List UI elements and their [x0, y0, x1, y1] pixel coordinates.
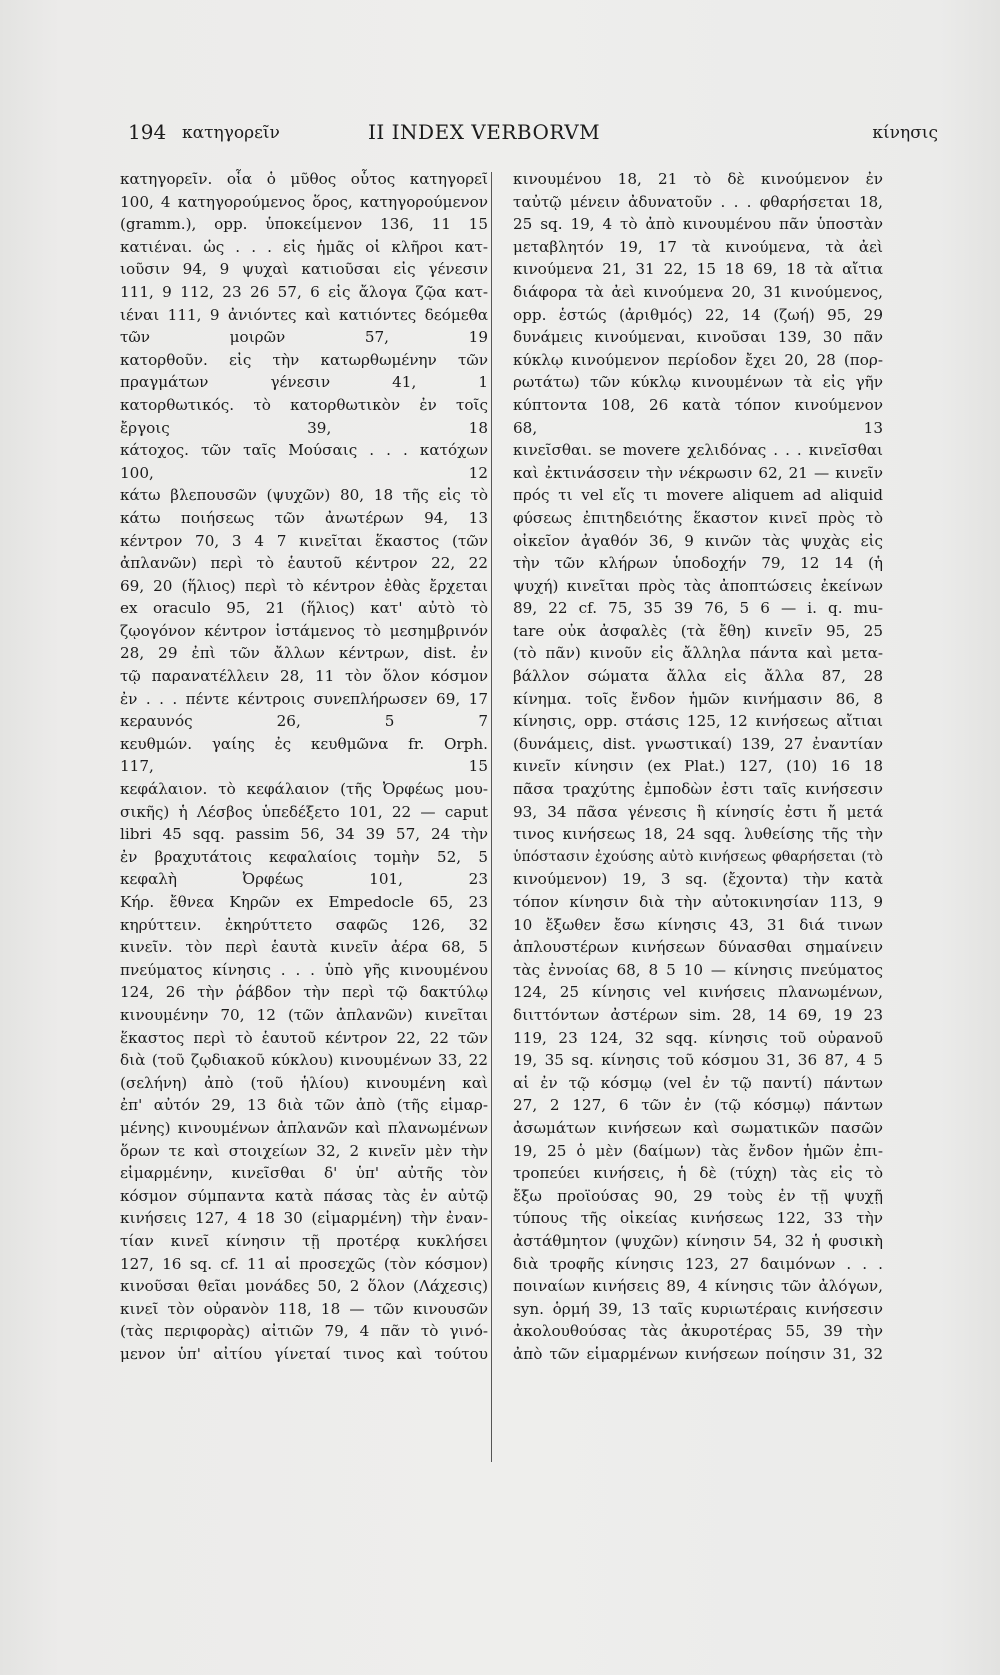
index-line: ἀπὸ τῶν εἱμαρμένων κινήσεων ποίησιν 31, 32 — [513, 1344, 883, 1363]
index-line: ἔργοις 39, 18 — [120, 418, 488, 437]
index-line: 117, 15 — [120, 757, 488, 776]
index-line: libri 45 sqq. passim 56, 34 39 57, 24 τὴν — [120, 825, 488, 844]
index-line: ζῳογόνον κέντρον ἱστάμενος τὸ μεσημβρινόν — [120, 621, 488, 640]
index-line: κεφάλαιον. τὸ κεφάλαιον (τῆς Ὀρφέως μου- — [120, 780, 488, 799]
index-line: 124, 25 κίνησις vel κινήσεις πλανωμένων, — [513, 983, 883, 1002]
index-line: ιοῦσιν 94, 9 ψυχαὶ κατιοῦσαι εἰς γένεσιν — [120, 260, 488, 279]
index-line: ἐν βραχυτάτοις κεφαλαίοις τομὴν 52, 5 — [120, 847, 488, 866]
index-line: 111, 9 112, 23 26 57, 6 εἰς ἄλογα ζῷα κατ- — [120, 282, 488, 301]
index-line: 19, 35 sq. κίνησις τοῦ κόσμου 31, 36 87, 4 5 — [513, 1051, 883, 1070]
index-line: 28, 29 ἐπὶ τῶν ἄλλων κέντρων, dist. ἐν — [120, 644, 488, 663]
index-line: κατορθοῦν. εἰς τὴν κατωρθωμένην τῶν — [120, 350, 488, 369]
index-line: opp. ἑστώς (ἀριθμός) 22, 14 (ζωή) 95, 29 — [513, 305, 883, 324]
header-first-entry: κατηγορεῖν — [182, 123, 280, 143]
index-line: τόπον κίνησιν διὰ τὴν αὐτοκινησίαν 113, 9 — [513, 893, 883, 911]
index-line: ἀπλανῶν) περὶ τὸ ἑαυτοῦ κέντρον 22, 22 — [120, 554, 488, 573]
index-line: ρωτάτω) τῶν κύκλῳ κινουμένων τὰ εἰς γῆν — [513, 373, 883, 392]
index-line: 89, 22 cf. 75, 35 39 76, 5 6 — i. q. mu- — [513, 599, 883, 618]
index-line: ὅρων τε καὶ στοιχείων 32, 2 κινεῖν μὲν τὴν — [120, 1141, 488, 1160]
index-line: τῷ παρανατέλλειν 28, 11 τὸν ὅλον κόσμον — [120, 667, 488, 686]
index-line: κάτω βλεπουσῶν (ψυχῶν) 80, 18 τῆς εἰς τὸ — [120, 486, 488, 505]
index-line: κινουμένην 70, 12 (τῶν ἀπλανῶν) κινεῖται — [120, 1005, 488, 1024]
index-line: οἰκεῖον ἀγαθόν 36, 9 κινῶν τὰς ψυχὰς εἰς — [513, 531, 883, 550]
index-line: ἕκαστος περὶ τὸ ἑαυτοῦ κέντρον 22, 22 τῶν — [120, 1028, 488, 1047]
index-line: μενον ὑπ' αἰτίου γίνεταί τινος καὶ τούτου — [120, 1344, 488, 1363]
page-number: 194 — [128, 120, 167, 144]
index-line: 10 ἔξωθεν ἔσω κίνησις 43, 31 διά τινων — [513, 915, 883, 934]
index-line: μένης) κινουμένων ἀπλανῶν καὶ πλανωμένων — [120, 1118, 488, 1137]
index-line: 19, 25 ὁ μὲν (δαίμων) τὰς ἔνδον ἡμῶν ἐπι- — [513, 1141, 883, 1160]
index-line: ποιναίων κινήσεις 89, 4 κίνησις τῶν ἀλόγων, — [513, 1277, 883, 1296]
index-line: κινουμένου 18, 21 τὸ δὲ κινούμενον ἐν — [513, 170, 883, 188]
index-line: κατηγορεῖν. οἷα ὁ μῦθος οὗτος κατηγορεῖ — [120, 170, 488, 188]
index-line: κινούμενα 21, 31 22, 15 18 69, 18 τὰ αἴτια — [513, 260, 883, 279]
index-line: (gramm.), opp. ὑποκείμενον 136, 11 15 — [120, 215, 488, 234]
index-line: αἱ ἐν τῷ κόσμῳ (vel ἐν τῷ παντί) πάντων — [513, 1073, 883, 1092]
running-header — [128, 120, 938, 150]
index-line: κευθμών. γαίης ἐς κευθμῶνα fr. Orph. — [120, 734, 488, 753]
index-line: ὑπόστασιν ἐχούσης αὐτὸ κινήσεως φθαρήσεται (τὸ — [513, 848, 883, 865]
index-line: ἐπ' αὐτόν 29, 13 διὰ τῶν ἀπὸ (τῆς εἱμαρ- — [120, 1096, 488, 1115]
index-line: κινήσεις 127, 4 18 30 (εἱμαρμένη) τὴν ἐναν- — [120, 1209, 488, 1228]
index-line: τροπεύει κινήσεις, ἡ δὲ (τύχη) τὰς εἰς τὸ — [513, 1164, 883, 1183]
index-line: πρός τι vel εἴς τι movere aliquem ad aliquid — [513, 486, 883, 505]
index-line: βάλλον σώματα ἄλλα εἰς ἄλλα 87, 28 — [513, 667, 883, 686]
index-line: 124, 26 τὴν ῥάβδον τὴν περὶ τῷ δακτύλῳ — [120, 983, 488, 1002]
left-column — [120, 168, 488, 1365]
index-line: κάτω ποιήσεως τῶν ἀνωτέρων 94, 13 — [120, 508, 488, 527]
index-line: 119, 23 124, 32 sqq. κίνησις τοῦ οὐρανοῦ — [513, 1028, 883, 1047]
header-last-entry: κίνησις — [872, 123, 938, 143]
index-line: διὰ τροφῆς κίνησις 123, 27 δαιμόνων . . . — [513, 1254, 883, 1273]
index-line: κέντρον 70, 3 4 7 κινεῖται ἕκαστος (τῶν — [120, 531, 488, 550]
column-divider — [491, 172, 492, 1462]
index-line: ταὐτῷ μένειν ἀδυνατοῦν . . . φθαρήσεται 18, — [513, 192, 883, 211]
index-line: τινος κινήσεως 18, 24 sqq. λυθείσης τῆς τὴν — [513, 825, 883, 844]
index-line: εἱμαρμένην, κινεῖσθαι δ' ὑπ' αὐτῆς τὸν — [120, 1164, 488, 1183]
index-line: κεραυνός 26, 5 7 — [120, 712, 488, 731]
index-line: ἀστάθμητον (ψυχῶν) κίνησιν 54, 32 ἡ φυσικὴ — [513, 1231, 883, 1250]
index-line: τὴν τῶν κλήρων ὑποδοχήν 79, 12 14 (ἡ — [513, 554, 883, 573]
index-line: σικῆς) ἡ Λέσβος ὑπεδέξετο 101, 22 — caput — [120, 802, 488, 821]
index-line: ιέναι 111, 9 ἀνιόντες καὶ κατιόντες δεόμεθα — [120, 305, 488, 324]
index-line: τύπους τῆς οἰκείας κινήσεως 122, 33 τὴν — [513, 1209, 883, 1228]
page-title: II INDEX VERBORVM — [368, 120, 601, 144]
index-line: διὰ (τοῦ ζῳδιακοῦ κύκλου) κινουμένων 33, 22 — [120, 1051, 488, 1070]
index-line: φύσεως ἐπιτηδειότης ἕκαστον κινεῖ πρὸς τὸ — [513, 508, 883, 527]
index-line: τῶν μοιρῶν 57, 19 — [120, 328, 488, 347]
index-line: tare οὐκ ἀσφαλὲς (τὰ ἔθη) κινεῖν 95, 25 — [513, 621, 883, 640]
index-line: κηρύττειν. ἐκηρύττετο σαφῶς 126, 32 — [120, 915, 488, 934]
index-line: διιττόντων ἀστέρων sim. 28, 14 69, 19 23 — [513, 1005, 883, 1024]
index-line: καὶ ἐκτινάσσειν τὴν νέκρωσιν 62, 21 — κινεῖν — [513, 463, 883, 482]
index-line: κύκλῳ κινούμενον περίοδον ἔχει 20, 28 (πορ- — [513, 350, 883, 369]
index-line: κινεῖν κίνησιν (ex Plat.) 127, (10) 16 18 — [513, 757, 883, 776]
index-line: 127, 16 sq. cf. 11 αἱ προσεχῶς (τὸν κόσμον) — [120, 1254, 488, 1273]
index-line: κινεῖ τὸν οὐρανὸν 118, 18 — τῶν κινουσῶν — [120, 1299, 488, 1318]
index-line: κύπτοντα 108, 26 κατὰ τόπον κινούμενον — [513, 395, 883, 414]
index-line: κατορθωτικός. τὸ κατορθωτικὸν ἐν τοῖς — [120, 395, 488, 414]
index-line: ἀπλουστέρων κινήσεων δύνασθαι σημαίνειν — [513, 938, 883, 957]
index-line: πραγμάτων γένεσιν 41, 1 — [120, 373, 488, 392]
index-line: 68, 13 — [513, 418, 883, 437]
index-line: τὰς ἐννοίας 68, 8 5 10 — κίνησις πνεύματος — [513, 960, 883, 979]
index-line: κόσμον σύμπαντα κατὰ πάσας τὰς ἐν αὐτῷ — [120, 1186, 488, 1205]
index-line: syn. ὁρμή 39, 13 ταῖς κυριωτέραις κινήσεσιν — [513, 1299, 883, 1318]
index-line: κινοῦσαι θεῖαι μονάδες 50, 2 ὅλον (Λάχεσις) — [120, 1277, 488, 1296]
index-line: κινεῖσθαι. se movere χελιδόνας . . . κινεῖσθαι — [513, 441, 883, 460]
index-line: πᾶσα τραχύτης ἐμποδὼν ἐστι ταῖς κινήσεσιν — [513, 780, 883, 799]
index-line: ἔξω προϊούσας 90, 29 τοὺς ἐν τῇ ψυχῇ — [513, 1186, 883, 1205]
index-line: κεφαλὴ Ὀρφέως 101, 23 — [120, 870, 488, 889]
index-line: 27, 2 127, 6 τῶν ἐν (τῷ κόσμῳ) πάντων — [513, 1096, 883, 1115]
index-line: 100, 4 κατηγορούμενος ὅρος, κατηγορούμενον — [120, 192, 488, 211]
index-line: κίνησις, opp. στάσις 125, 12 κινήσεως αἴτιαι — [513, 712, 883, 731]
index-line: κινεῖν. τὸν περὶ ἑαυτὰ κινεῖν ἀέρα 68, 5 — [120, 938, 488, 957]
index-line: ex oraculo 95, 21 (ἥλιος) κατ' αὐτὸ τὸ — [120, 599, 488, 618]
index-line: 93, 34 πᾶσα γένεσις ἢ κίνησίς ἐστι ἤ μετά — [513, 802, 883, 821]
index-line: (δυνάμεις, dist. γνωστικαί) 139, 27 ἐναντίαν — [513, 734, 883, 753]
index-line: (τὰς περιφορὰς) αἰτιῶν 79, 4 πᾶν τὸ γινό- — [120, 1322, 488, 1341]
index-line: διάφορα τὰ ἀεὶ κινούμενα 20, 31 κινούμενος, — [513, 282, 883, 301]
index-line: τίαν κινεῖ κίνησιν τῇ προτέρᾳ κυκλήσει — [120, 1231, 488, 1250]
index-line: κίνημα. τοῖς ἔνδον ἡμῶν κινήμασιν 86, 8 — [513, 689, 883, 708]
index-line: μεταβλητόν 19, 17 τὰ κινούμενα, τὰ ἀεὶ — [513, 237, 883, 256]
index-line: κινούμενον) 19, 3 sq. (ἔχοντα) τὴν κατὰ — [513, 870, 883, 889]
index-line: (τὸ πᾶν) κινοῦν εἰς ἄλληλα πάντα καὶ μετα- — [513, 644, 883, 663]
index-line: πνεύματος κίνησις . . . ὑπὸ γῆς κινουμένου — [120, 960, 488, 979]
index-line: ψυχή) κινεῖται πρὸς τὰς ἀποπτώσεις ἐκείνων — [513, 576, 883, 595]
index-line: ἀσωμάτων κινήσεων καὶ σωματικῶν πασῶν — [513, 1118, 883, 1137]
index-line: ἐν . . . πέντε κέντροις συνεπλήρωσεν 69, 17 — [120, 689, 488, 708]
index-line: κατιέναι. ὡς . . . εἰς ἡμᾶς οἱ κλῆροι κατ- — [120, 237, 488, 256]
index-line: (σελήνη) ἀπὸ (τοῦ ἡλίου) κινουμένη καὶ — [120, 1073, 488, 1092]
index-line: Κήρ. ἔθνεα Κηρῶν ex Empedocle 65, 23 — [120, 893, 488, 911]
right-column — [513, 168, 883, 1365]
index-line: ἀκολουθούσας τὰς ἀκυροτέρας 55, 39 τὴν — [513, 1322, 883, 1341]
index-line: 100, 12 — [120, 463, 488, 482]
index-line: 25 sq. 19, 4 τὸ ἀπὸ κινουμένου πᾶν ὑποστὰν — [513, 215, 883, 234]
index-line: 69, 20 (ἥλιος) περὶ τὸ κέντρον ἐθὰς ἔρχεται — [120, 576, 488, 595]
index-line: δυνάμεις κινούμεναι, κινοῦσαι 139, 30 πᾶν — [513, 328, 883, 347]
index-line: κάτοχος. τῶν ταῖς Μούσαις . . . κατόχων — [120, 441, 488, 460]
